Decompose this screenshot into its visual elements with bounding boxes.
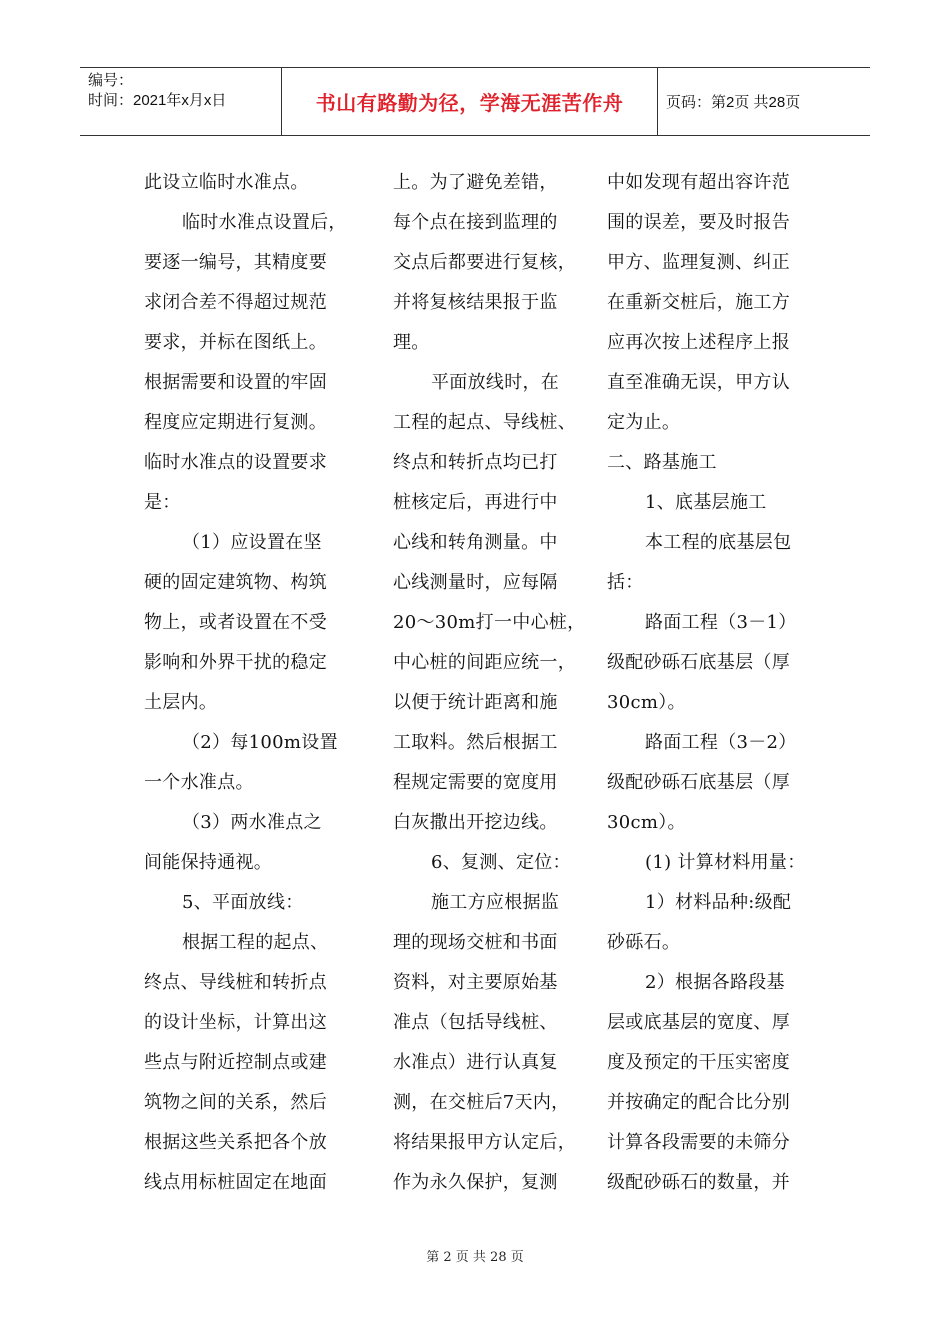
document-date-label: 时间：2021年x月x日 bbox=[88, 92, 227, 109]
text-line: 临时水准点设置后， bbox=[182, 212, 347, 233]
text-line: 终点和转折点均已打 bbox=[393, 452, 558, 473]
text-line: 临时水准点的设置要求 bbox=[144, 452, 327, 473]
text-line: 线点用标桩固定在地面 bbox=[144, 1172, 327, 1193]
text-line: 一个水准点。 bbox=[144, 772, 254, 793]
text-line: （2）每100m设置 bbox=[182, 732, 338, 753]
text-line: 心线和转角测量。中 bbox=[393, 532, 558, 553]
text-line: 直至准确无误，甲方认 bbox=[607, 372, 790, 393]
text-line: 20～30m打一中心桩， bbox=[393, 612, 586, 633]
text-line: 心线测量时，应每隔 bbox=[393, 572, 558, 593]
text-line: 层或底基层的宽度、厚 bbox=[607, 1012, 790, 1033]
text-line: 级配砂砾石底基层（厚 bbox=[607, 652, 790, 673]
text-line: 根据需要和设置的牢固 bbox=[144, 372, 327, 393]
text-line: 计算各段需要的未筛分 bbox=[607, 1132, 790, 1153]
text-line: 物上，或者设置在不受 bbox=[144, 612, 327, 633]
text-line: 中心桩的间距应统一， bbox=[393, 652, 576, 673]
text-line: 级配砂砾石底基层（厚 bbox=[607, 772, 790, 793]
text-line: 围的误差，要及时报告 bbox=[607, 212, 790, 233]
text-line: 二、路基施工 bbox=[607, 452, 717, 473]
text-line: 应再次按上述程序上报 bbox=[607, 332, 790, 353]
text-line: 2）根据各路段基 bbox=[645, 972, 785, 993]
header-motto: 书山有路勤为径，学海无涯苦作舟 bbox=[315, 91, 624, 115]
text-line: 路面工程（3－2） bbox=[645, 732, 797, 753]
text-line: 筑物之间的关系，然后 bbox=[144, 1092, 327, 1113]
text-line: (1) 计算材料用量： bbox=[645, 852, 806, 873]
text-line: 每个点在接到监理的 bbox=[393, 212, 558, 233]
text-line: 在重新交桩后，施工方 bbox=[607, 292, 790, 313]
text-line: 并将复核结果报于监 bbox=[393, 292, 558, 313]
text-line: 土层内。 bbox=[144, 692, 218, 713]
text-line: 准点（包括导线桩、 bbox=[393, 1012, 558, 1033]
text-line: （3）两水准点之 bbox=[182, 812, 322, 833]
text-line: 水准点）进行认真复 bbox=[393, 1052, 558, 1073]
text-line: 根据这些关系把各个放 bbox=[144, 1132, 327, 1153]
text-line: 级配砂砾石的数量，并 bbox=[607, 1172, 790, 1193]
text-line: 些点与附近控制点或建 bbox=[144, 1052, 327, 1073]
text-line: 定为止。 bbox=[607, 412, 681, 433]
text-line: 施工方应根据监 bbox=[431, 892, 560, 913]
text-line: 此设立临时水准点。 bbox=[144, 172, 309, 193]
text-line: 工程的起点、导线桩、 bbox=[393, 412, 576, 433]
text-column-right bbox=[607, 163, 812, 1203]
text-line: 资料，对主要原始基 bbox=[393, 972, 558, 993]
page-footer-number: 第 2 页 共 28 页 bbox=[426, 1250, 524, 1265]
text-line: 并按确定的配合比分别 bbox=[607, 1092, 790, 1113]
text-line: 上。为了避免差错， bbox=[393, 172, 558, 193]
text-line: 平面放线时，在 bbox=[431, 372, 560, 393]
text-line: 度及预定的干压实密度 bbox=[607, 1052, 790, 1073]
text-line: 硬的固定建筑物、构筑 bbox=[144, 572, 327, 593]
text-line: 中如发现有超出容许范 bbox=[607, 172, 790, 193]
text-line: 的设计坐标，计算出这 bbox=[144, 1012, 327, 1033]
text-line: 是： bbox=[144, 492, 181, 513]
header-meta-cell bbox=[80, 68, 282, 135]
text-line: 作为永久保护，复测 bbox=[393, 1172, 558, 1193]
text-line: 将结果报甲方认定后， bbox=[393, 1132, 576, 1153]
text-line: 根据工程的起点、 bbox=[182, 932, 329, 953]
text-line: 6、复测、定位： bbox=[431, 852, 571, 873]
text-line: 影响和外界干扰的稳定 bbox=[144, 652, 327, 673]
text-line: 工取料。然后根据工 bbox=[393, 732, 558, 753]
text-column-left bbox=[144, 163, 349, 1203]
text-line: 1、底基层施工 bbox=[645, 492, 767, 513]
text-line: 程度应定期进行复测。 bbox=[144, 412, 327, 433]
text-line: 间能保持通视。 bbox=[144, 852, 273, 873]
text-line: 本工程的底基层包 bbox=[645, 532, 792, 553]
text-line: 白灰撒出开挖边线。 bbox=[393, 812, 558, 833]
text-line: 路面工程（3－1） bbox=[645, 612, 797, 633]
text-column-middle bbox=[393, 163, 598, 1203]
text-line: 甲方、监理复测、纠正 bbox=[607, 252, 790, 273]
header-page-cell bbox=[658, 68, 870, 135]
document-code-label: 编号： bbox=[88, 72, 134, 89]
text-line: 桩核定后，再进行中 bbox=[393, 492, 558, 513]
text-line: 程规定需要的宽度用 bbox=[393, 772, 558, 793]
text-line: 30cm）。 bbox=[607, 692, 686, 713]
text-line: 5、平面放线： bbox=[182, 892, 304, 913]
text-line: （1）应设置在坚 bbox=[182, 532, 322, 553]
text-line: 1）材料品种:级配 bbox=[645, 892, 792, 913]
text-line: 理的现场交桩和书面 bbox=[393, 932, 558, 953]
text-line: 砂砾石。 bbox=[607, 932, 681, 953]
text-line: 30cm）。 bbox=[607, 812, 686, 833]
text-line: 要逐一编号，其精度要 bbox=[144, 252, 327, 273]
header-page-info: 页码：第2页 共28页 bbox=[666, 94, 801, 111]
page-header bbox=[80, 67, 870, 136]
header-motto-cell bbox=[282, 68, 658, 135]
text-line: 测，在交桩后7天内， bbox=[393, 1092, 570, 1113]
text-line: 要求，并标在图纸上。 bbox=[144, 332, 327, 353]
text-line: 理。 bbox=[393, 332, 430, 353]
text-line: 以便于统计距离和施 bbox=[393, 692, 558, 713]
text-line: 括： bbox=[607, 572, 644, 593]
text-line: 求闭合差不得超过规范 bbox=[144, 292, 327, 313]
text-line: 终点、导线桩和转折点 bbox=[144, 972, 327, 993]
text-line: 交点后都要进行复核， bbox=[393, 252, 576, 273]
